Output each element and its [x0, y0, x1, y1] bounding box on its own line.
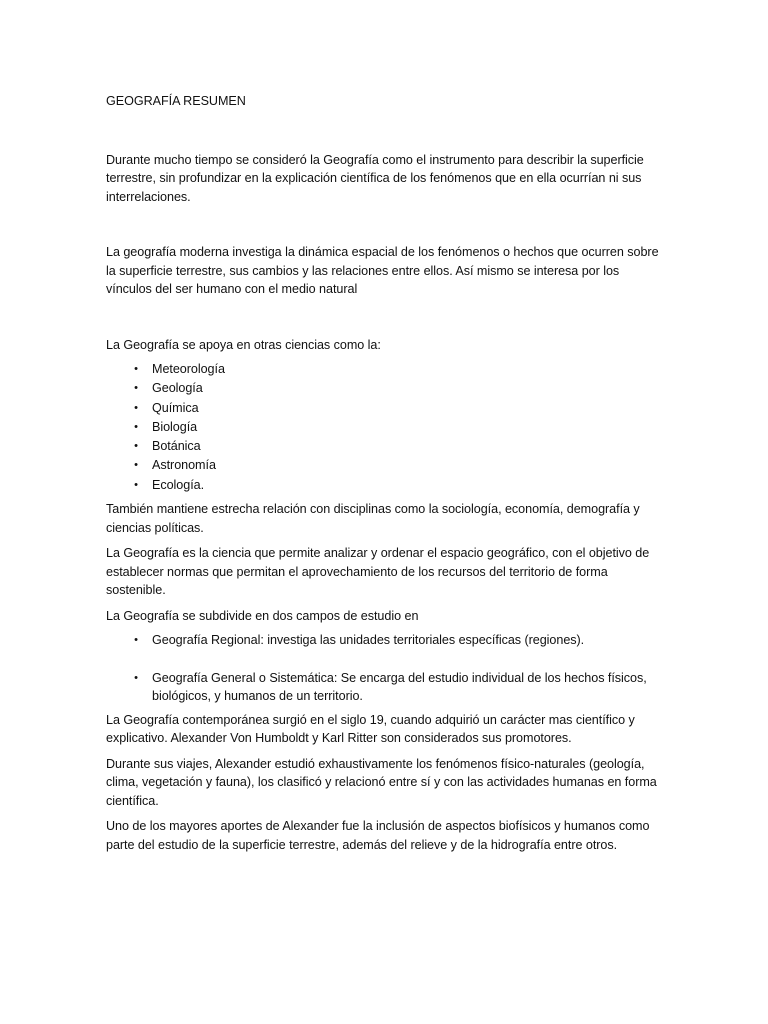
- list-item: [106, 360, 666, 379]
- bullet-icon: •: [134, 459, 138, 472]
- paragraph-contributions: Uno de los mayores aportes de Alexander fue la inclusión de aspectos biofísicos y humanos como parte del estudio de la superficie terrestre, además del relieve y de la hidrografía entre otros.: [106, 819, 650, 852]
- list-item-label: Geografía Regional: investiga las unidades territoriales específicas (regiones).: [152, 633, 585, 648]
- paragraph-related-disciplines: También mantiene estrecha relación con disciplinas como la sociología, economía, demografía y ciencias políticas.: [106, 502, 640, 535]
- paragraph-travels: Durante sus viajes, Alexander estudió exhaustivamente los fenómenos físico-naturales (geología, clima, vegetación y fauna), los clasificó y relacionó entre sí y con las actividades humanas en forma científica.: [106, 756, 657, 808]
- list-item: [106, 476, 666, 495]
- bullet-icon: •: [134, 634, 138, 647]
- paragraph-supporting-sciences: La Geografía se apoya en otras ciencias como la:: [106, 337, 381, 352]
- list-item-label: Química: [152, 400, 199, 415]
- list-item-label: Ecología.: [152, 477, 205, 492]
- list-item: [106, 456, 666, 475]
- document-title: GEOGRAFÍA RESUMEN: [106, 94, 246, 108]
- sciences-list: [106, 360, 666, 495]
- paragraph-definition: La Geografía es la ciencia que permite analizar y ordenar el espacio geográfico, con el objetivo de establecer normas que permitan el aprovechamiento de los recursos del territorio de forma sostenible.: [106, 546, 650, 598]
- bullet-icon: •: [134, 382, 138, 395]
- fields-list: [106, 631, 666, 706]
- list-item: [106, 631, 666, 650]
- bullet-icon: •: [134, 671, 138, 684]
- list-item-label: Geografía General o Sistemática: Se encarga del estudio individual de los hechos físicos, biológicos, y humanos de un territorio.: [152, 670, 647, 704]
- paragraph-contemporary: La Geografía contemporánea surgió en el siglo 19, cuando adquirió un carácter mas científico y explicativo. Alexander Von Humboldt y Karl Ritter son considerados sus promotores.: [106, 712, 635, 746]
- list-item-label: Biología: [152, 419, 198, 434]
- list-item: [106, 437, 666, 456]
- paragraph-intro: Durante mucho tiempo se consideró la Geografía como el instrumento para describir la superficie terrestre, sin profundizar en la explicación científica de los fenómenos que en ella ocurrían ni sus interrelaciones.: [106, 152, 644, 204]
- list-item: [106, 669, 666, 706]
- list-item: [106, 399, 666, 418]
- bullet-icon: •: [134, 440, 138, 453]
- list-item: [106, 379, 666, 398]
- document-content: [106, 92, 666, 854]
- list-item-label: Astronomía: [152, 458, 216, 473]
- list-item-label: Meteorología: [152, 362, 225, 376]
- list-item-label: Botánica: [152, 439, 201, 454]
- bullet-icon: •: [134, 478, 138, 491]
- bullet-icon: •: [134, 420, 138, 433]
- paragraph-modern-geography: La geografía moderna investiga la dinámica espacial de los fenómenos o hechos que ocurren sobre la superficie terrestre, sus cambios y las relaciones entre ellos. Así mismo se interesa por los vínculos del ser humano con el medio natural: [106, 245, 659, 296]
- bullet-icon: •: [134, 401, 138, 414]
- paragraph-subdivision: La Geografía se subdivide en dos campos de estudio en: [106, 608, 419, 623]
- list-item-label: Geología: [152, 381, 203, 396]
- bullet-icon: •: [134, 363, 138, 375]
- list-item: [106, 418, 666, 437]
